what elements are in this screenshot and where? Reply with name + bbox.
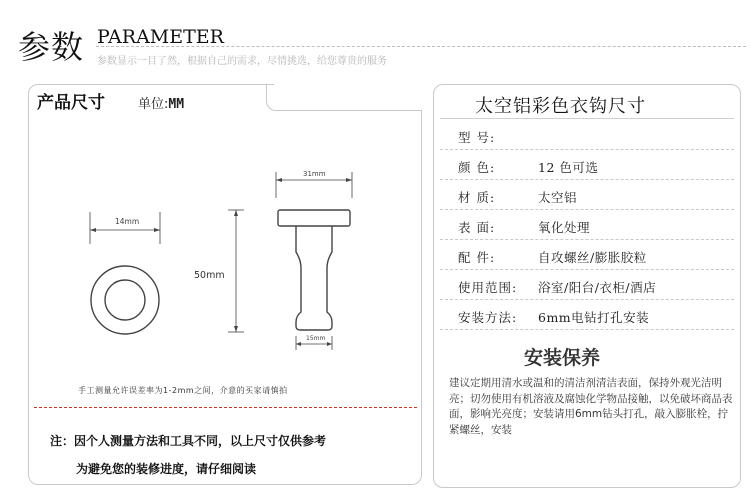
dimension-drawing (60, 150, 380, 360)
height-arrow-bottom (234, 326, 238, 332)
header-title-cn: 参数 (18, 28, 85, 66)
ring-arrow-left (90, 228, 96, 232)
tolerance-note: 手工测量允许误差率为1-2mm之间，介意的买家请慎拍 (78, 386, 288, 395)
spec-key: 型 号: (458, 130, 496, 145)
hook-drawing (276, 172, 352, 350)
spec-key: 颜 色: (458, 160, 496, 175)
install-care-title: 安装保养 (524, 347, 601, 369)
spec-title: 太空铝彩色衣钩尺寸 (475, 96, 646, 117)
red-divider (34, 407, 417, 408)
hook-base (278, 210, 350, 226)
spec-title-divider (440, 118, 734, 119)
ring-outer (91, 266, 159, 334)
height-dimension (228, 210, 244, 332)
hook-bottom-width-label: 15mm (306, 335, 326, 342)
spec-value: 12 色可选 (538, 160, 599, 175)
measurement-note: 注：因个人测量方法和工具不同，以上尺寸仅供参考 (50, 434, 327, 448)
ring-arrow-right (154, 228, 160, 232)
dimension-title: 产品尺寸 (37, 93, 105, 113)
spec-key: 使用范围: (458, 280, 518, 295)
hook-top-arrow-right (346, 178, 352, 182)
ring-drawing (90, 212, 160, 334)
spec-key: 配 件: (458, 250, 496, 265)
unit-value: MM (168, 97, 185, 112)
spec-key: 安装方法: (458, 310, 518, 325)
height-arrow-top (234, 210, 238, 216)
hook-top-arrow-left (276, 178, 282, 182)
spec-row-model (440, 120, 734, 150)
spec-row-surface (440, 210, 734, 240)
hook-bottom-arrow-left (296, 342, 301, 346)
reading-note: 为避免您的装修进度，请仔细阅读 (76, 462, 257, 476)
spec-row-install-method (440, 300, 734, 330)
page-header (0, 0, 750, 78)
hook-body (296, 226, 332, 330)
spec-value: 太空铝 (538, 190, 578, 205)
spec-value: 氧化处理 (538, 220, 591, 235)
hook-top-width-label: 31mm (303, 170, 326, 178)
spec-key: 表 面: (458, 220, 496, 235)
spec-value: 浴室/阳台/衣柜/酒店 (538, 280, 657, 295)
unit-label-text: 单位: (138, 97, 169, 112)
ring-inner (105, 280, 145, 320)
spec-row-accessories (440, 240, 734, 270)
spec-row-color (440, 150, 734, 180)
spec-value: 6mm电钻打孔安装 (538, 310, 650, 325)
ring-width-label: 14mm (115, 217, 140, 226)
header-divider (96, 46, 746, 47)
spec-row-usage (440, 270, 734, 300)
header-subtitle: 参数显示一目了然，根据自己的需求，尽情挑选，给您尊贵的服务 (97, 56, 387, 67)
spec-key: 材 质: (458, 190, 496, 205)
hook-height-label: 50mm (194, 270, 225, 281)
header-title-en: PARAMETER (97, 26, 224, 48)
hook-bottom-arrow-right (327, 342, 332, 346)
unit-label (138, 93, 184, 112)
install-care-text: 建议定期用清水或温和的清洁剂清洁表面，保持外观光洁明亮；切勿使用有机溶液及腐蚀化学物品接触，以免破坏商品表面，影响光亮度；安装请用6mm钻头打孔，敲入膨胀栓，拧紧螺丝，安装 (449, 377, 733, 436)
spec-value: 自攻螺丝/膨胀胶粒 (538, 250, 647, 265)
spec-row-material (440, 180, 734, 210)
left-tab-corner (266, 84, 422, 111)
